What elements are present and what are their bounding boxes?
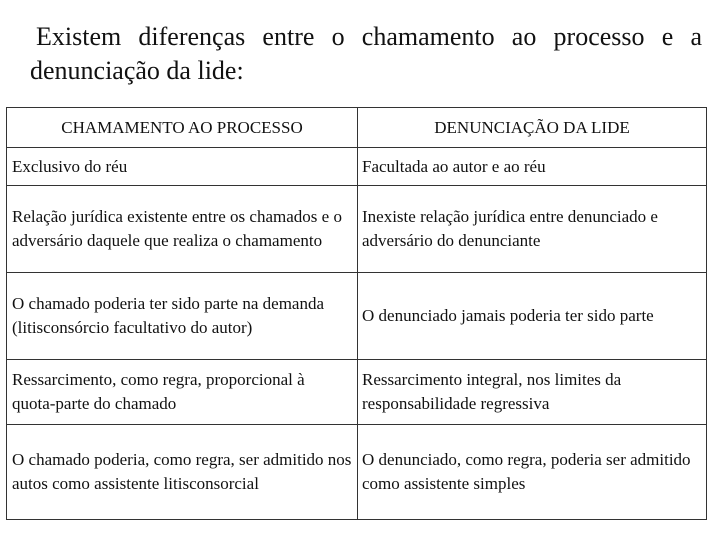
table-cell: Ressarcimento, como regra, proporcional à quota-parte do chamado xyxy=(7,360,358,425)
table-header-row xyxy=(7,108,707,148)
table-cell: Relação jurídica existente entre os chamados e o adversário daquele que realiza o chamamento xyxy=(7,186,358,273)
intro-line-2: denunciação da lide: xyxy=(30,56,244,85)
table-cell: Inexiste relação jurídica entre denunciado e adversário do denunciante xyxy=(358,186,707,273)
table-cell: Exclusivo do réu xyxy=(7,148,358,186)
table-row xyxy=(7,273,707,360)
table-cell: O chamado poderia, como regra, ser admitido nos autos como assistente litisconsorcial xyxy=(7,425,358,520)
table-row xyxy=(7,148,707,186)
table-cell: O denunciado jamais poderia ter sido parte xyxy=(358,273,707,360)
table-row xyxy=(7,186,707,273)
intro-line-1: Existem diferenças entre o chamamento ao processo e a xyxy=(36,22,702,51)
table-cell: O chamado poderia ter sido parte na demanda (litisconsórcio facultativo do autor) xyxy=(7,273,358,360)
header-denunciacao: DENUNCIAÇÃO DA LIDE xyxy=(358,108,707,148)
table-row xyxy=(7,360,707,425)
table-cell: O denunciado, como regra, poderia ser admitido como assistente simples xyxy=(358,425,707,520)
table-cell: Facultada ao autor e ao réu xyxy=(358,148,707,186)
intro-paragraph xyxy=(30,20,702,88)
comparison-table xyxy=(6,107,707,520)
table-row xyxy=(7,425,707,520)
table-cell: Ressarcimento integral, nos limites da responsabilidade regressiva xyxy=(358,360,707,425)
header-chamamento: CHAMAMENTO AO PROCESSO xyxy=(7,108,358,148)
